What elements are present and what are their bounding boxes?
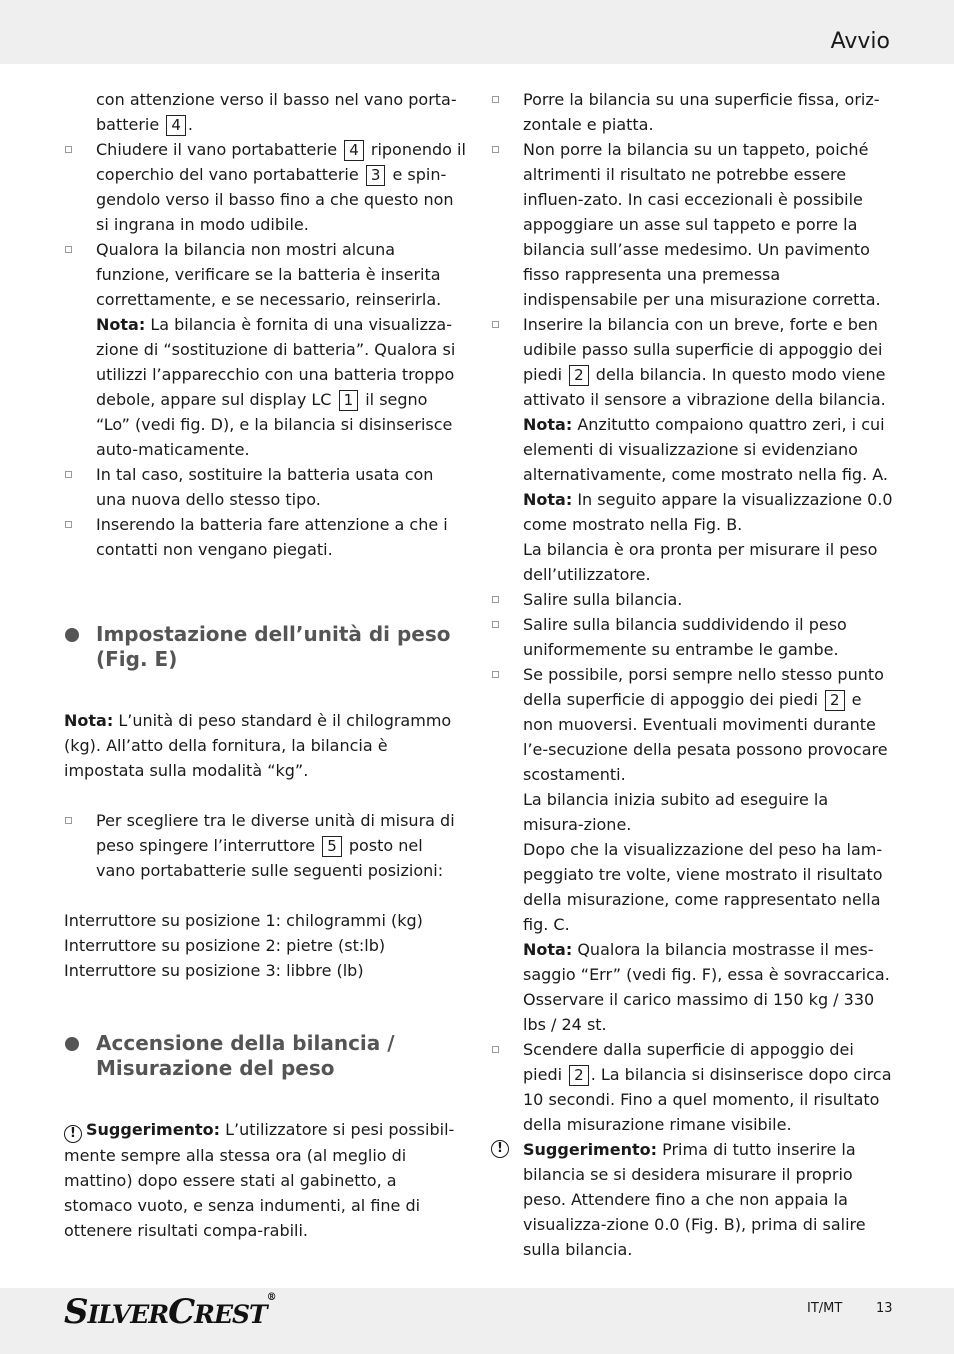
paragraph: Dopo che la visualizzazione del peso ha lam-peggiato tre volte, viene mostrato il risultato della misurazione, come rappresentato nella fig. C. [523, 840, 883, 934]
switch-position-2: Interruttore su posizione 2: pietre (st:lb) [64, 936, 386, 955]
list-item: Porre la bilancia su una superficie fissa, oriz-zontale e piatta. [491, 87, 893, 137]
ref-box: 4 [166, 115, 186, 136]
ref-box: 2 [825, 690, 845, 711]
ref-box: 2 [569, 1065, 589, 1086]
list-item: Inserendo la batteria fare attenzione a che i contatti non vengano piegati. [64, 512, 466, 562]
switch-position-3: Interruttore su posizione 3: libbre (lb) [64, 961, 364, 980]
bullet-icon [65, 1037, 79, 1051]
language-code: IT/MT [807, 1301, 843, 1316]
bullet-icon [492, 596, 499, 603]
list-item: Se possibile, porsi sempre nello stesso punto della superficie di appoggio dei piedi 2 e non muoversi. Eventuali movimenti durante l’e-secuzione della pesata possono provocare scostamenti. [491, 662, 893, 787]
right-column [491, 87, 893, 1262]
bullet-icon [492, 146, 499, 153]
bullet-icon [492, 671, 499, 678]
tip: ! Suggerimento: L’utilizzatore si pesi possibil-mente sempre alla stessa ora (al meglio di mattino) dopo essere stati al gabinetto, a stomaco vuoto, e senza indumenti, al fine di ottenere risultati compa-rabili. [64, 1120, 455, 1240]
list-item: Chiudere il vano portabatterie 4 riponendo il coperchio del vano portabatterie 3 e spin-gendolo verso il basso fino a che questo non si ingrana in modo udibile. [64, 137, 466, 237]
list-item: Inserire la bilancia con un breve, forte e ben udibile passo sulla superficie di appoggio dei piedi 2 della bilancia. In questo modo viene attivato il sensore a vibrazione della bilancia. [491, 312, 893, 412]
ref-box: 5 [322, 836, 342, 857]
list-item: Salire sulla bilancia. [491, 587, 893, 612]
warning-icon: ! [64, 1125, 82, 1143]
list-item: Salire sulla bilancia suddividendo il peso uniformemente su entrambe le gambe. [491, 612, 893, 662]
bullet-icon [65, 246, 72, 253]
paragraph: La bilancia inizia subito ad eseguire la misura-zione. [523, 790, 829, 834]
note: Nota: Anzitutto compaiono quattro zeri, i cui elementi di visualizzazione si evidenziano alternativamente, come mostrato nella fig. A. [523, 415, 888, 484]
ref-box: 4 [344, 140, 364, 161]
list-item: Qualora la bilancia non mostri alcuna funzione, verificare se la batteria è inserita correttamente, e se necessario, reinserirla. [64, 237, 466, 312]
page-title: Avvio [830, 29, 890, 54]
ref-box: 3 [366, 165, 386, 186]
note: Nota: In seguito appare la visualizzazione 0.0 come mostrato nella Fig. B. [523, 490, 893, 534]
section-heading-measure: Accensione della bilancia / Misurazione del peso [64, 1031, 466, 1081]
bullet-icon [65, 146, 72, 153]
header-bar [0, 0, 954, 64]
bullet-icon [65, 521, 72, 528]
tip: ! Suggerimento: Prima di tutto inserire la bilancia se si desidera misurare il proprio peso. Attendere fino a che non appaia la visualizza-zione 0.0 (Fig. B), prima di salire sulla bilancia. [491, 1137, 893, 1262]
left-column [64, 87, 466, 1243]
list-item: Per scegliere tra le diverse unità di misura di peso spingere l’interruttore 5 posto nel vano portabatterie sulle seguenti posizioni: [64, 808, 466, 883]
bullet-icon [65, 471, 72, 478]
bullet-icon [65, 628, 79, 642]
section-heading-unit: Impostazione dell’unità di peso (Fig. E) [64, 622, 466, 672]
bullet-icon [65, 817, 72, 824]
list-item: Scendere dalla superficie di appoggio dei piedi 2 . La bilancia si disinserisce dopo circa 10 secondi. Fino a quel momento, il risultato della misurazione rimane visibile. [491, 1037, 893, 1137]
list-item: con attenzione verso il basso nel vano porta-batterie 4 . [96, 90, 457, 134]
paragraph: La bilancia è ora pronta per misurare il peso dell’utilizzatore. [523, 540, 878, 584]
bullet-icon [492, 1046, 499, 1053]
bullet-icon [492, 321, 499, 328]
warning-icon: ! [491, 1140, 509, 1158]
brand-logo: SILVERCREST® [64, 1292, 276, 1332]
ref-box: 1 [339, 390, 359, 411]
page-number: 13 [876, 1301, 893, 1316]
list-item: Non porre la bilancia su un tappeto, poiché altrimenti il risultato ne potrebbe essere influen-zato. In casi eccezionali è possibile appoggiare un asse sul tappeto e porre la bilancia sull’asse medesimo. Un pavimento fisso rappresenta una premessa indispensabile per una misurazione corretta. [491, 137, 893, 312]
switch-position-1: Interruttore su posizione 1: chilogrammi (kg) [64, 911, 423, 930]
bullet-icon [492, 621, 499, 628]
ref-box: 2 [569, 365, 589, 386]
bullet-icon [492, 96, 499, 103]
list-item: In tal caso, sostituire la batteria usata con una nuova dello stesso tipo. [64, 462, 466, 512]
note: Nota: La bilancia è fornita di una visualizza-zione di “sostituzione di batteria”. Qualora si utilizzi l’apparecchio con una batteria troppo debole, appare sul display LC 1 il segno “Lo” (vedi fig. D), e la bilancia si disinserisce auto-maticamente. [96, 315, 456, 459]
note: Nota: L’unità di peso standard è il chilogrammo (kg). All’atto della fornitura, la bilancia è impostata sulla modalità “kg”. [64, 711, 452, 780]
note: Nota: Qualora la bilancia mostrasse il mes-saggio “Err” (vedi fig. F), essa è sovraccarica. Osservare il carico massimo di 150 kg / 330 lbs / 24 st. [523, 940, 890, 1034]
